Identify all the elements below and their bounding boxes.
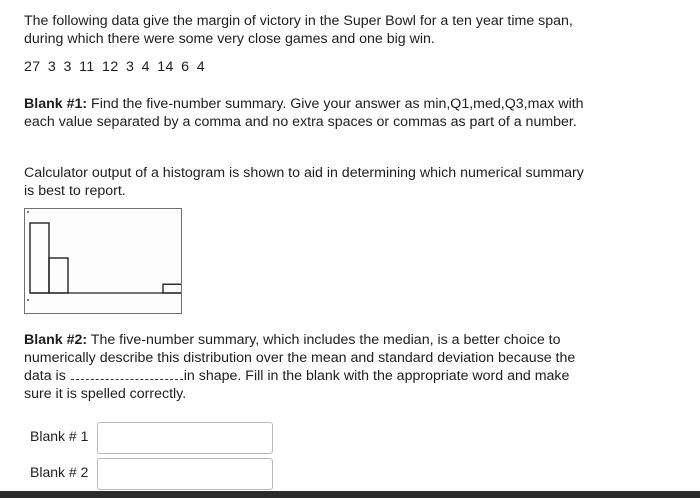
answer-row-2 bbox=[28, 458, 288, 490]
question-intro: The following data give the margin of victory in the Super Bowl for a ten year time span, during which there were some very close games and one big win. bbox=[24, 13, 573, 47]
data-values: 27 3 3 11 12 3 4 14 6 4 bbox=[24, 59, 206, 75]
blank1-answer-input[interactable] bbox=[97, 422, 273, 454]
histogram-chart bbox=[25, 209, 181, 313]
blank2-text-before: The five-number summary, which includes the median, is a better choice to numerically describe this distribution over the mean and standard deviation because the data is bbox=[24, 332, 576, 384]
blank2-heading: Blank #2: bbox=[24, 332, 88, 348]
blank2-answer-input[interactable] bbox=[97, 458, 273, 490]
fill-in-blank-line bbox=[71, 367, 183, 380]
histogram-bar bbox=[163, 284, 181, 293]
blank2-instructions bbox=[24, 331, 594, 403]
screen-corner-mark bbox=[27, 211, 29, 213]
bottom-divider bbox=[0, 491, 700, 498]
blank2-answer-label: Blank # 2 bbox=[30, 464, 89, 480]
histogram-bar bbox=[49, 258, 68, 293]
histogram-bar bbox=[30, 223, 49, 293]
calculator-histogram bbox=[24, 208, 182, 314]
blank1-heading: Blank #1: bbox=[24, 96, 88, 112]
blank2-text-after: in shape. Fill in the blank with the appropriate word and make sure it is spelled correctly. bbox=[24, 368, 570, 402]
blank1-answer-label: Blank # 1 bbox=[30, 428, 89, 444]
calculator-note: Calculator output of a histogram is shown to aid in determining which numerical summary is best to report. bbox=[24, 165, 584, 199]
blank1-text: Find the five-number summary. Give your answer as min,Q1,med,Q3,max with each value separated by a comma and no extra spaces or commas as part of a number. bbox=[24, 96, 584, 130]
answer-row-1 bbox=[28, 422, 288, 454]
screen-corner-mark bbox=[27, 299, 29, 301]
blank1-instructions bbox=[24, 95, 594, 131]
